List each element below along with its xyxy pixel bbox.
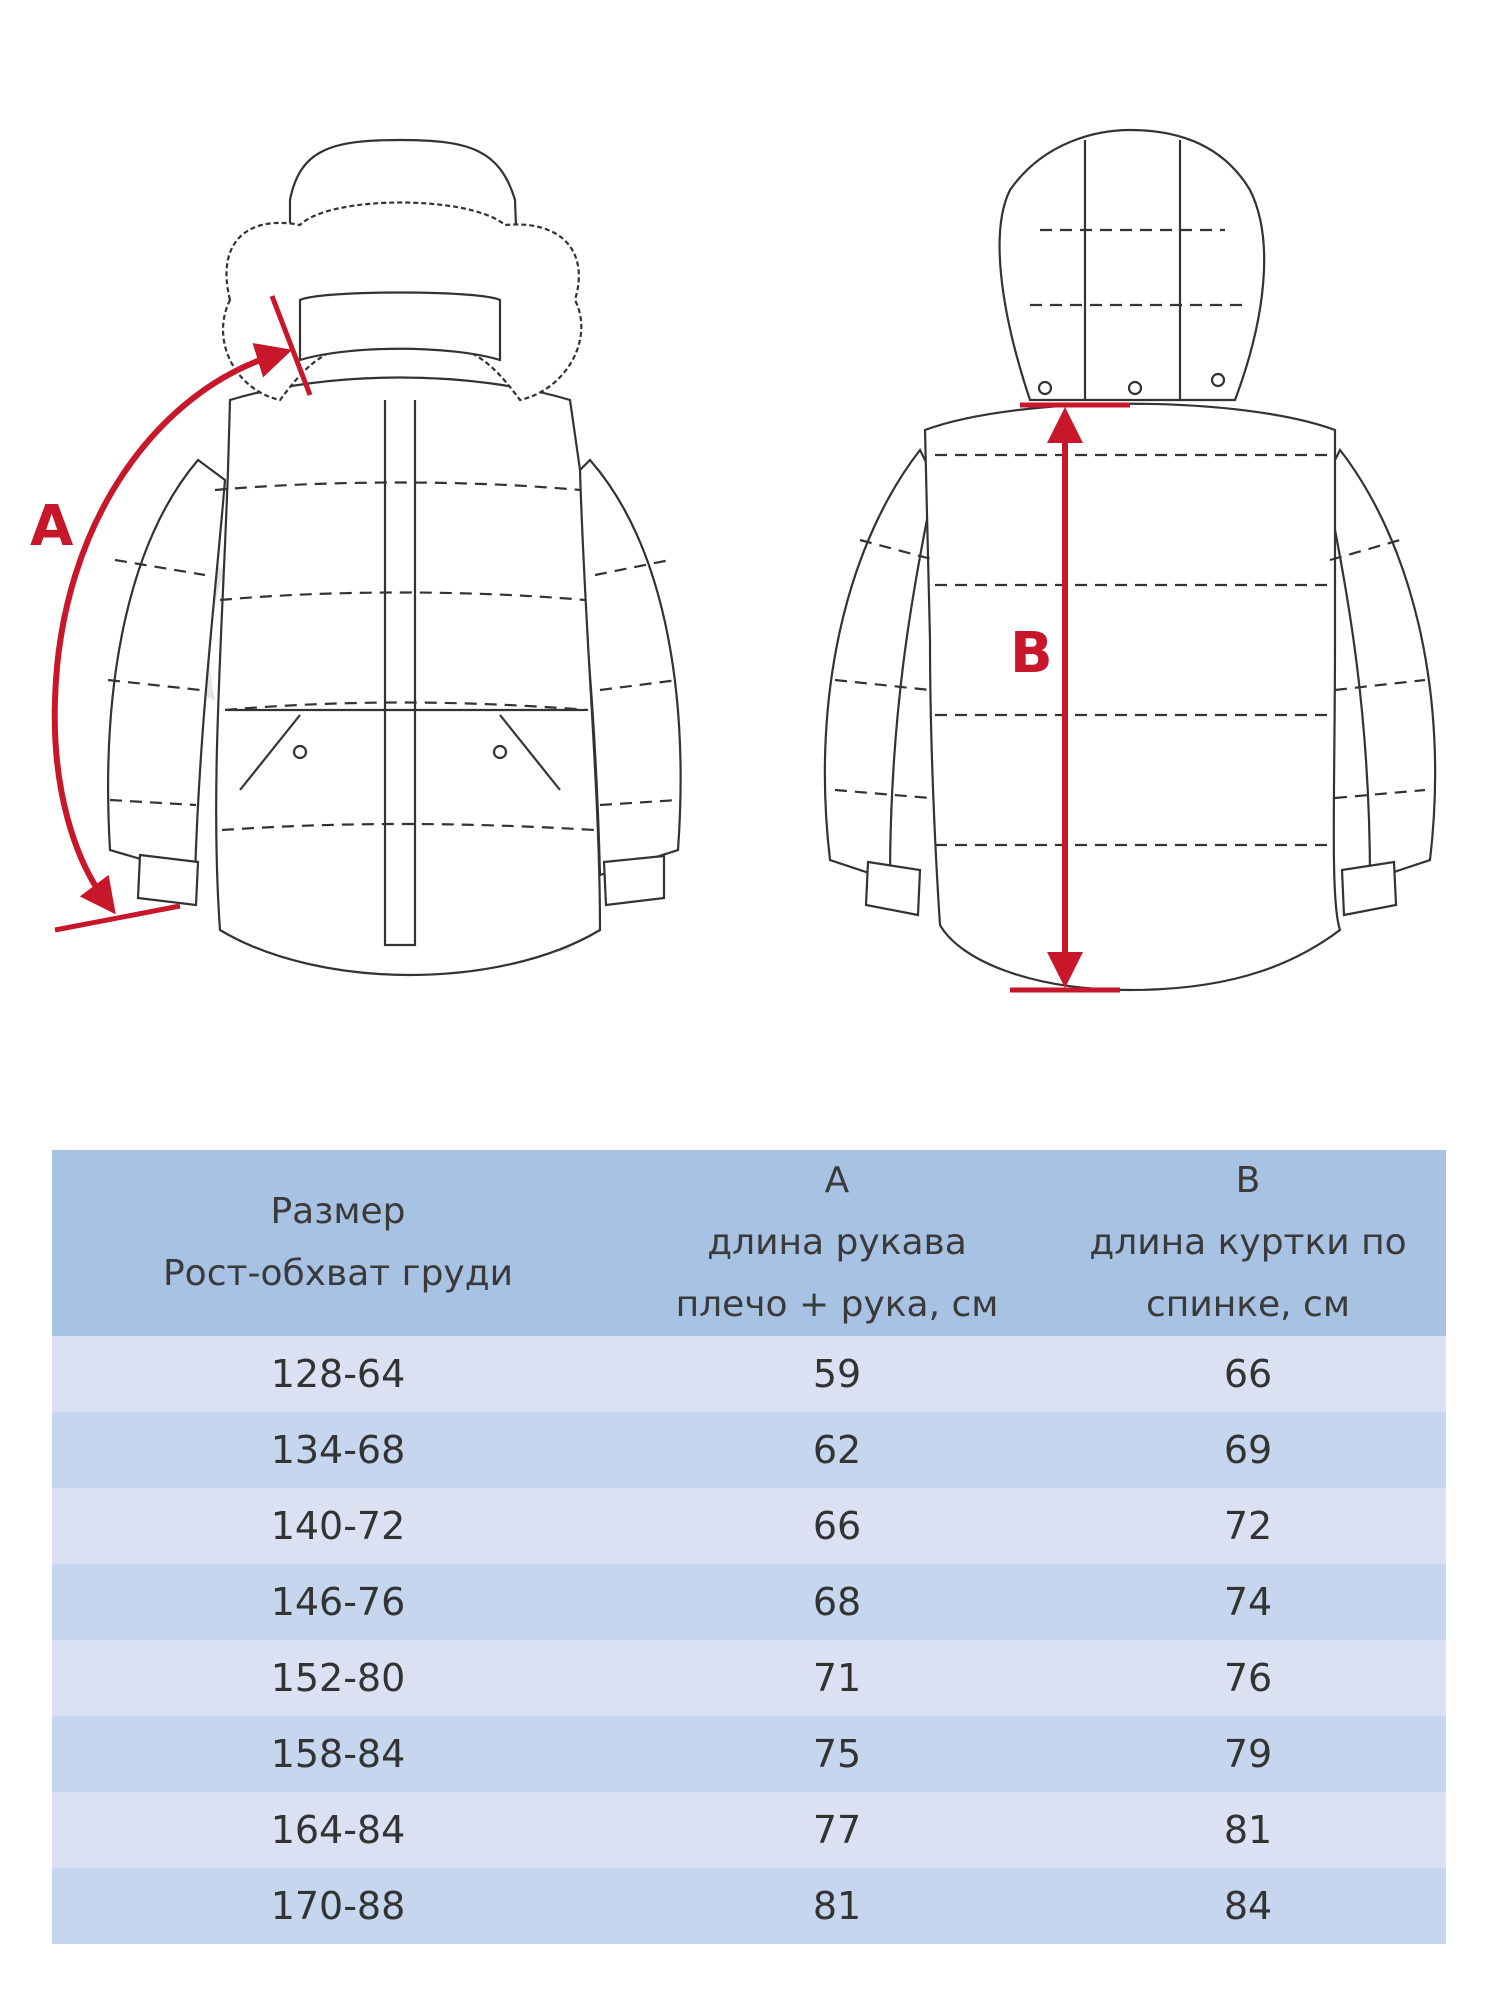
table-row — [52, 1716, 1446, 1792]
cell-sleeve: 77 — [624, 1792, 1050, 1868]
cell-sleeve: 59 — [624, 1336, 1050, 1412]
cell-sleeve: 62 — [624, 1412, 1050, 1488]
header-size-line: Размер — [270, 1191, 406, 1232]
cell-sleeve: 68 — [624, 1564, 1050, 1640]
cell-size: 140-72 — [52, 1488, 624, 1564]
size-table — [52, 1150, 1446, 1944]
header-sleeve-line: плечо + рука, см — [675, 1284, 999, 1325]
cell-back: 79 — [1050, 1716, 1446, 1792]
table-row — [52, 1868, 1446, 1944]
label-b: B — [1010, 621, 1053, 686]
header-sleeve-length — [624, 1150, 1050, 1336]
table-row — [52, 1640, 1446, 1716]
cell-size: 170-88 — [52, 1868, 624, 1944]
header-sleeve-line: A — [824, 1160, 850, 1201]
header-back-line: длина куртки по — [1089, 1222, 1407, 1263]
header-size-line: Рост-обхват груди — [162, 1253, 514, 1294]
cell-back: 76 — [1050, 1640, 1446, 1716]
cell-size: 128-64 — [52, 1336, 624, 1412]
label-a: A — [30, 494, 74, 559]
header-size — [52, 1150, 624, 1336]
header-back-line: B — [1235, 1160, 1261, 1201]
table-header-row — [52, 1150, 1446, 1336]
header-back-length — [1050, 1150, 1446, 1336]
header-back-line: спинке, см — [1146, 1284, 1350, 1325]
cell-back: 72 — [1050, 1488, 1446, 1564]
cell-back: 69 — [1050, 1412, 1446, 1488]
cell-back: 74 — [1050, 1564, 1446, 1640]
cell-back: 66 — [1050, 1336, 1446, 1412]
table-row — [52, 1488, 1446, 1564]
cell-size: 158-84 — [52, 1716, 624, 1792]
cell-sleeve: 75 — [624, 1716, 1050, 1792]
jacket-front-view — [108, 140, 681, 975]
table-row — [52, 1792, 1446, 1868]
cell-size: 146-76 — [52, 1564, 624, 1640]
cell-sleeve: 71 — [624, 1640, 1050, 1716]
table-row — [52, 1564, 1446, 1640]
cell-sleeve: 66 — [624, 1488, 1050, 1564]
table-row — [52, 1412, 1446, 1488]
cell-back: 84 — [1050, 1868, 1446, 1944]
cell-size: 152-80 — [52, 1640, 624, 1716]
cell-back: 81 — [1050, 1792, 1446, 1868]
header-sleeve-line: длина рукава — [707, 1222, 967, 1263]
jacket-back-view — [825, 130, 1435, 990]
cell-sleeve: 81 — [624, 1868, 1050, 1944]
table-row — [52, 1336, 1446, 1412]
cell-size: 134-68 — [52, 1412, 624, 1488]
cell-size: 164-84 — [52, 1792, 624, 1868]
